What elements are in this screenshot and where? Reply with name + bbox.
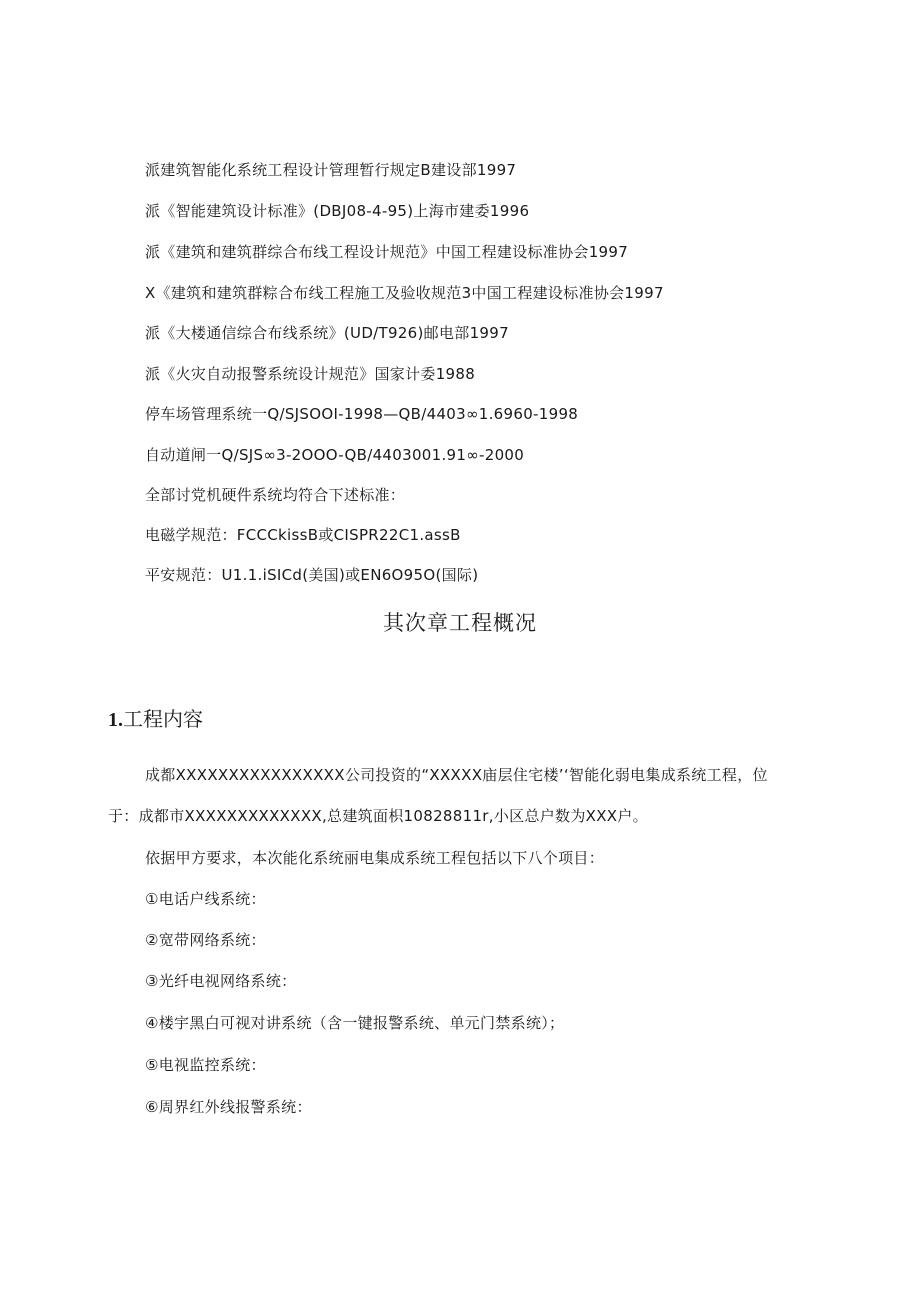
list-item: ③光纤电视网络系统：: [145, 972, 297, 990]
section-number: 1.: [108, 709, 123, 731]
list-item: ①电话户线系统：: [145, 890, 266, 908]
reference-line: 自动道闸一Q/SJS∞3-2OOO-QB/4403001.91∞-2000: [145, 446, 525, 464]
chapter-title: 其次章工程概况: [383, 611, 537, 635]
reference-line: 派《建筑和建筑群综合布线工程设计规范》中国工程建设标准协会1997: [145, 243, 629, 261]
list-item: ⑥周界红外线报警系统：: [145, 1098, 312, 1116]
reference-line: 平安规范：U1.1.iSICd(美国)或EN6O95O(国际): [145, 566, 479, 584]
reference-line: 全部讨党机硬件系统均符合下述标准：: [145, 486, 406, 504]
list-item: ⑤电视监控系统：: [145, 1056, 266, 1074]
list-item: ④楼宇黑白可视对讲系统（含一键报警系统、单元门禁系统）；: [145, 1014, 565, 1032]
reference-line: 派《火灾自动报警系统设计规范》国家计委1988: [145, 365, 476, 383]
list-item: ②宽带网络系统：: [145, 931, 266, 949]
reference-line: 电磁学规范：FCCCkissB或CISPR22C1.assB: [145, 526, 461, 544]
section-heading: [108, 705, 203, 734]
reference-line: 派《大楼通信综合布线系统》(UD/T926)邮电部1997: [145, 324, 509, 342]
section-title: 工程内容: [123, 707, 203, 731]
paragraph-line: 成都XXXXXXXXXXXXXXXX公司投资的“XXXXX庙层住宅楼’‘智能化弱电集成系统工程，位: [145, 766, 768, 784]
reference-line: 停车场管理系统一Q/SJSOOI-1998—QB/4403∞1.6960-1998: [145, 405, 579, 423]
reference-line: 派《智能建筑设计标准》(DBJ08-4-95)上海市建委1996: [145, 202, 530, 220]
paragraph-line: 依据甲方要求，本次能化系统丽电集成系统工程包括以下八个项目：: [145, 849, 605, 867]
reference-line: X《建筑和建筑群粽合布线工程施工及验收规范3中国工程建设标准协会1997: [145, 284, 664, 302]
reference-line: 派建筑智能化系统工程设计管理暂行规定B建设部1997: [145, 161, 517, 179]
paragraph-line: 于：成都市XXXXXXXXXXXXX,总建筑面枳10828811r,小区总户数为XXX户。: [108, 807, 648, 825]
